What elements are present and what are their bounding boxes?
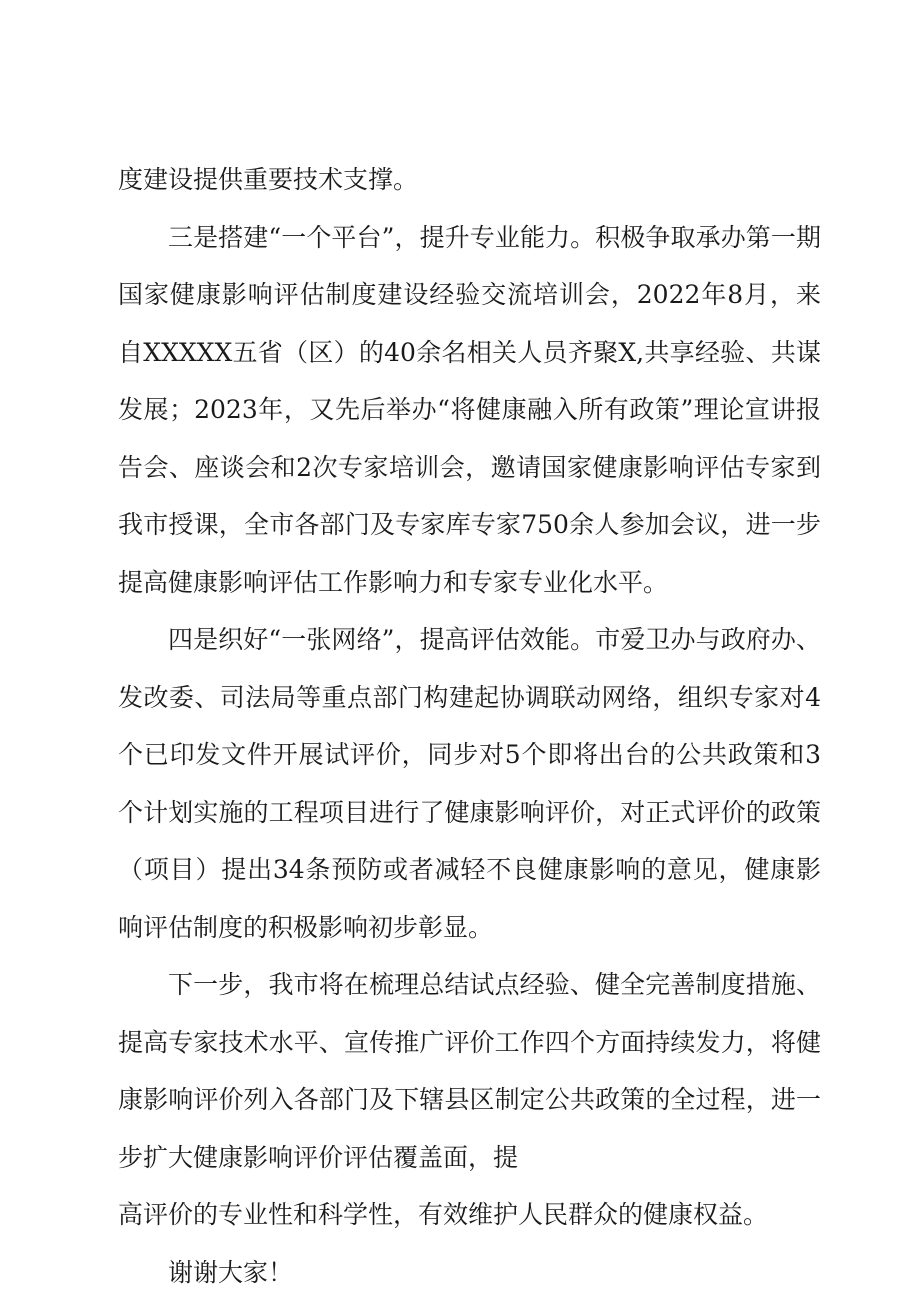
paragraph-next-step: 下一步，我市将在梳理总结试点经验、健全完善制度措施、提高专家技术水平、宣传推广评价工作四个方面持续发力，将健康影响评价列入各部门及下辖县区制定公共政策的全过程，进一步扩大健康影响评价评估覆盖面，提 — [118, 970, 821, 1172]
paragraph-network: 四是织好“一张网络”，提高评估效能。市爱卫办与政府办、发改委、司法局等重点部门构建起协调联动网络，组织专家对4个已印发文件开展试评价，同步对5个即将出台的公共政策和3个计划实施的工程项目进行了健康影响评价，对正式评价的政策（项目）提出34条预防或者减轻不良健康影响的意见，健康影响评估制度的积极影响初步彰显。 — [118, 625, 821, 942]
paragraph-next-step-continued: 高评价的专业性和科学性，有效维护人民群众的健康权益。 — [118, 1200, 769, 1229]
closing-thanks: 谢谢大家！ — [168, 1257, 294, 1287]
paragraph-platform: 三是搭建“一个平台”，提升专业能力。积极争取承办第一期国家健康影响评估制度建设经验交流培训会，2022年8月，来自XXXXX五省（区）的40余名相关人员齐聚X,共享经验、共谋发展；2023年，又先后举办“将健康融入所有政策”理论宣讲报告会、座谈会和2次专家培训会，邀请国家健康影响评估专家到我市授课，全市各部门及专家库专家750余人参加会议，进一步提高健康影响评估工作影响力和专家专业化水平。 — [118, 222, 821, 597]
paragraph-continuation: 度建设提供重要技术支撑。 — [118, 165, 419, 194]
document-body — [118, 151, 821, 1301]
